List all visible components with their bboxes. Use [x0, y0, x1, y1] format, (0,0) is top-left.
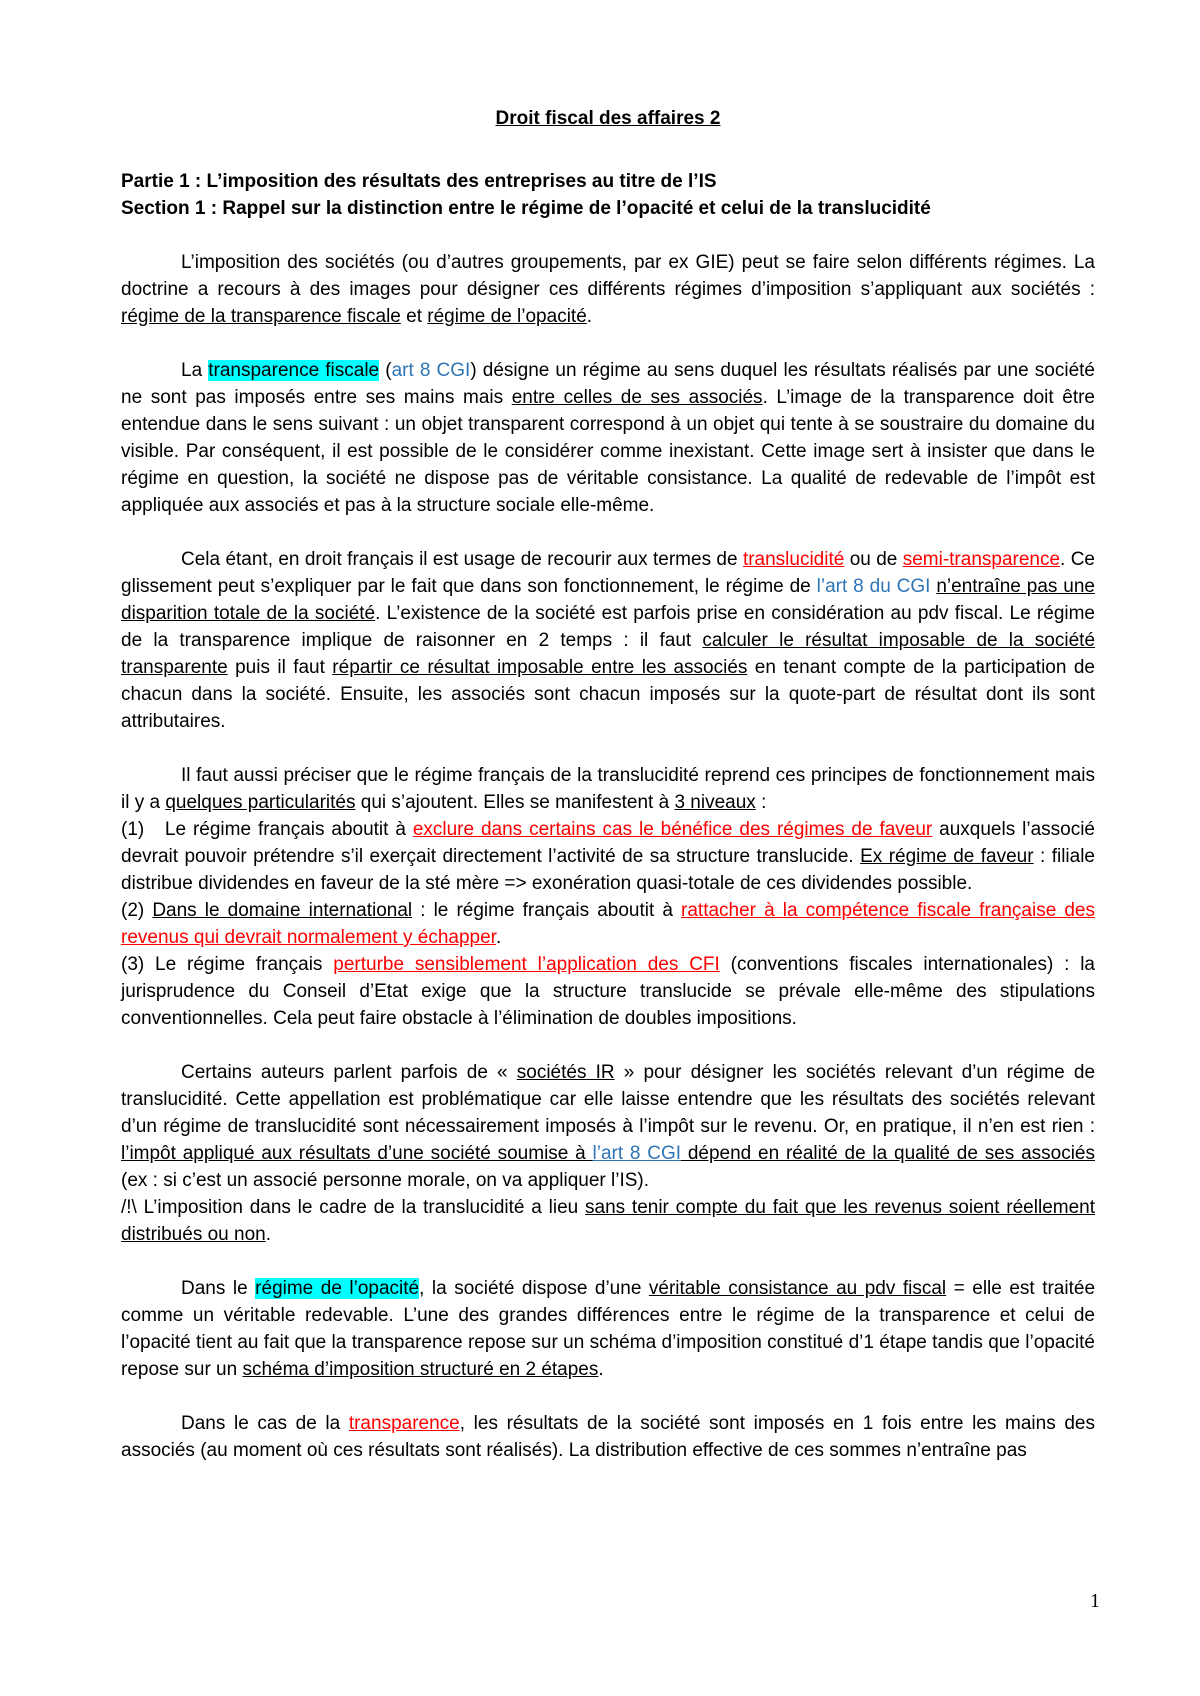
highlight-regime-opacite: régime de l’opacité: [255, 1278, 420, 1299]
list-item-3: (3) Le régime français perturbe sensiblement l’application des CFI (conventions fiscales internationales) : la jurisprudence du Conseil d’Etat exige que la structure translucide se prévale elle-même des stipulations conventionnelles. Cela peut faire obstacle à l’élimination de doubles impositions.: [121, 954, 1095, 1029]
paragraph-8: Dans le cas de la transparence, les résultats de la société sont imposés en 1 fois entre les mains des associés (au moment où ces résultats sont réalisés). La distribution effective de ces sommes n’entraîne pas: [121, 1413, 1095, 1461]
paragraph-7: Dans le régime de l’opacité, la société dispose d’une véritable consistance au pdv fiscal = elle est traitée comme un véritable redevable. L’une des grandes différences entre le régime de la transparence et celui de l’opacité tient au fait que la transparence repose sur un schéma d’imposition constitué d’1 étape tandis que l’opacité repose sur un schéma d’imposition structuré en 2 étapes.: [121, 1278, 1096, 1380]
page-number: 1: [1090, 1590, 1100, 1612]
paragraph-1: L’imposition des sociétés (ou d’autres groupements, par ex GIE) peut se faire selon différents régimes. La doctrine a recours à des images pour désigner ces différents régimes d’imposition s’appliquant aux sociétés : régime de la transparence fiscale et régime de l’opacité.: [121, 252, 1095, 327]
page-content: [121, 108, 1095, 1491]
highlight-transparence-fiscale: transparence fiscale: [208, 360, 380, 381]
paragraph-5: Certains auteurs parlent parfois de « sociétés IR » pour désigner les sociétés relevant d’un régime de translucidité. Cette appellation est problématique car elle laisse entendre que les résultats des sociétés relevant d’un régime de translucidité sont nécessairement imposés à l’impôt sur le revenu. Or, en pratique, il n’en est rien : l’impôt appliqué aux résultats d’une société soumise à l’art 8 CGI dépend en réalité de la qualité de ses associés (ex : si c’est un associé personne morale, on va appliquer l’IS).: [121, 1062, 1096, 1191]
paragraph-6: /!\ L’imposition dans le cadre de la translucidité a lieu sans tenir compte du fait que les revenus soient réellement distribués ou non.: [121, 1197, 1095, 1245]
list-item-1: (1) Le régime français aboutit à exclure dans certains cas le bénéfice des régimes de faveur auxquels l’associé devrait pouvoir prétendre s’il exerçait directement l’activité de sa structure translucide. Ex régime de faveur : filiale distribue dividendes en faveur de la sté mère => exonération quasi-totale de ces dividendes possible.: [121, 819, 1095, 894]
list-item-2: (2) Dans le domaine international : le régime français aboutit à rattacher à la compétence fiscale française des revenus qui devrait normalement y échapper.: [121, 900, 1095, 948]
paragraph-3: Cela étant, en droit français il est usage de recourir aux termes de translucidité ou de semi-transparence. Ce glissement peut s’expliquer par le fait que dans son fonctionnement, le régime de l’art 8 du CGI n’entraîne pas une disparition totale de la société. L’existence de la société est parfois prise en considération au pdv fiscal. Le régime de la transparence implique de raisonner en 2 temps : il faut calculer le résultat imposable de la société transparente puis il faut répartir ce résultat imposable entre les associés en tenant compte de la participation de chacun dans la société. Ensuite, les associés sont chacun imposés sur la quote-part de résultat dont ils sont attributaires.: [121, 549, 1096, 732]
paragraph-4: Il faut aussi préciser que le régime français de la translucidité reprend ces principes de fonctionnement mais il y a quelques particularités qui s’ajoutent. Elles se manifestent à 3 niveaux :: [121, 765, 1095, 813]
paragraph-2: La transparence fiscale (art 8 CGI) désigne un régime au sens duquel les résultats réalisés par une société ne sont pas imposés entre ses mains mais entre celles de ses associés. L’image de la transparence doit être entendue dans le sens suivant : un objet transparent correspond à un objet qui tente à se soustraire du domaine du visible. Par conséquent, il est possible de le considérer comme inexistant. Cette image sert à insister que dans le régime en question, la société ne dispose pas de véritable consistance. La qualité de redevable de l’impôt est appliquée aux associés et pas à la structure sociale elle-même.: [121, 360, 1095, 516]
part-heading: Partie 1 : L’imposition des résultats des entreprises au titre de l’IS: [121, 171, 717, 192]
section-heading: Section 1 : Rappel sur la distinction entre le régime de l’opacité et celui de la translucidité: [121, 198, 931, 219]
document-title: Droit fiscal des affaires 2: [495, 108, 721, 129]
